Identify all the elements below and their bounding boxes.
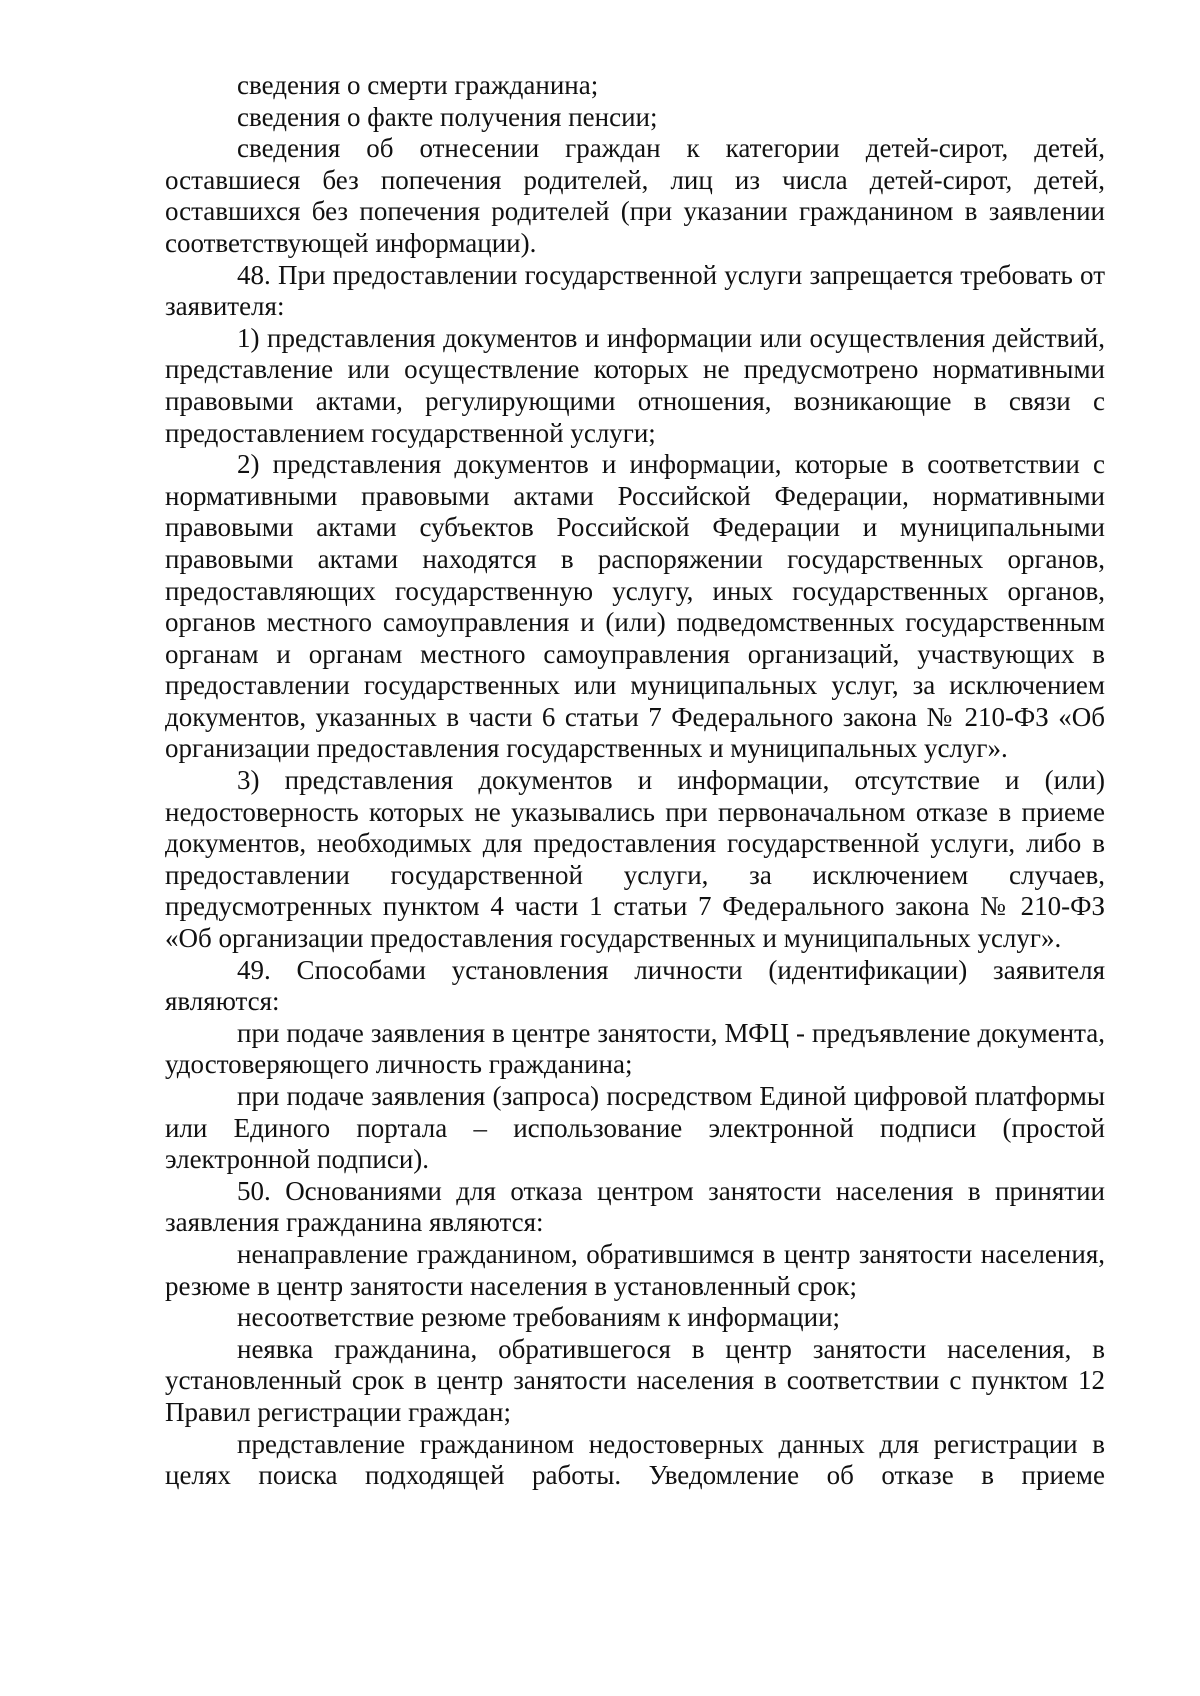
paragraph-pension-info: сведения о факте получения пенсии; (237, 101, 658, 132)
document-body (165, 70, 1105, 1492)
paragraph-50-refusal-grounds: 50. Основаниями для отказа центром занятости населения в принятии заявления гражданина являются: (165, 1175, 1105, 1238)
paragraph-49-identification: 49. Способами установления личности (идентификации) заявителя являются: (165, 954, 1105, 1017)
paragraph-48-prohibition: 48. При предоставлении государственной услуги запрещается требовать от заявителя: (165, 259, 1105, 322)
paragraph-48-item-3: 3) представления документов и информации, отсутствие и (или) недостоверность которых не указывались при первоначальном отказе в приеме документов, необходимых для предоставления государственной услуги, либо в предоставлении государственной услуги, за исключением случаев, предусмотренных пунктом 4 части 1 статьи 7 Федерального закона № 210-ФЗ «Об организации предоставления государственных и муниципальных услуг». (165, 765, 1105, 954)
paragraph-49-online: при подаче заявления (запроса) посредством Единой цифровой платформы или Единого портала – использование электронной подписи (простой электронной подписи). (165, 1081, 1105, 1175)
paragraph-49-in-person: при подаче заявления в центре занятости, МФЦ - предъявление документа, удостоверяющего личность гражданина; (165, 1017, 1105, 1080)
paragraph-death-info: сведения о смерти гражданина; (237, 70, 599, 100)
paragraph-orphan-category-info: сведения об отнесении граждан к категории детей-сирот, детей, оставшиеся без попечения родителей, лиц из числа детей-сирот, детей, оставшихся без попечения родителей (при указании гражданином в заявлении соответствующей информации). (165, 133, 1105, 258)
paragraph-50-resume-mismatch: несоответствие резюме требованиям к информации; (237, 1302, 841, 1333)
paragraph-50-no-resume: ненаправление гражданином, обратившимся в центр занятости населения, резюме в центр занятости населения в установленный срок; (165, 1238, 1105, 1301)
paragraph-50-no-show: неявка гражданина, обратившегося в центр занятости населения, в установленный срок в центр занятости населения в соответствии с пунктом 12 Правил регистрации граждан; (165, 1333, 1105, 1427)
paragraph-50-false-data: представление гражданином недостоверных данных для регистрации в целях поиска подходящей работы. Уведомление об отказе в приеме (165, 1428, 1105, 1491)
paragraph-48-item-2: 2) представления документов и информации, которые в соответствии с нормативными правовыми актами Российской Федерации, нормативными правовыми актами субъектов Российской Федерации и муниципальными правовыми актами находятся в распоряжении государственных органов, предоставляющих государственную услугу, иных государственных органов, органов местного самоуправления и (или) подведомственных государственным органам и органам местного самоуправления организаций, участвующих в предоставлении государственных или муниципальных услуг, за исключением документов, указанных в части 6 статьи 7 Федерального закона № 210-ФЗ «Об организации предоставления государственных и муниципальных услуг». (165, 449, 1105, 764)
paragraph-48-item-1: 1) представления документов и информации или осуществления действий, представление или осуществление которых не предусмотрено нормативными правовыми актами, регулирующими отношения, возникающие в связи с предоставлением государственной услуги; (165, 322, 1105, 448)
